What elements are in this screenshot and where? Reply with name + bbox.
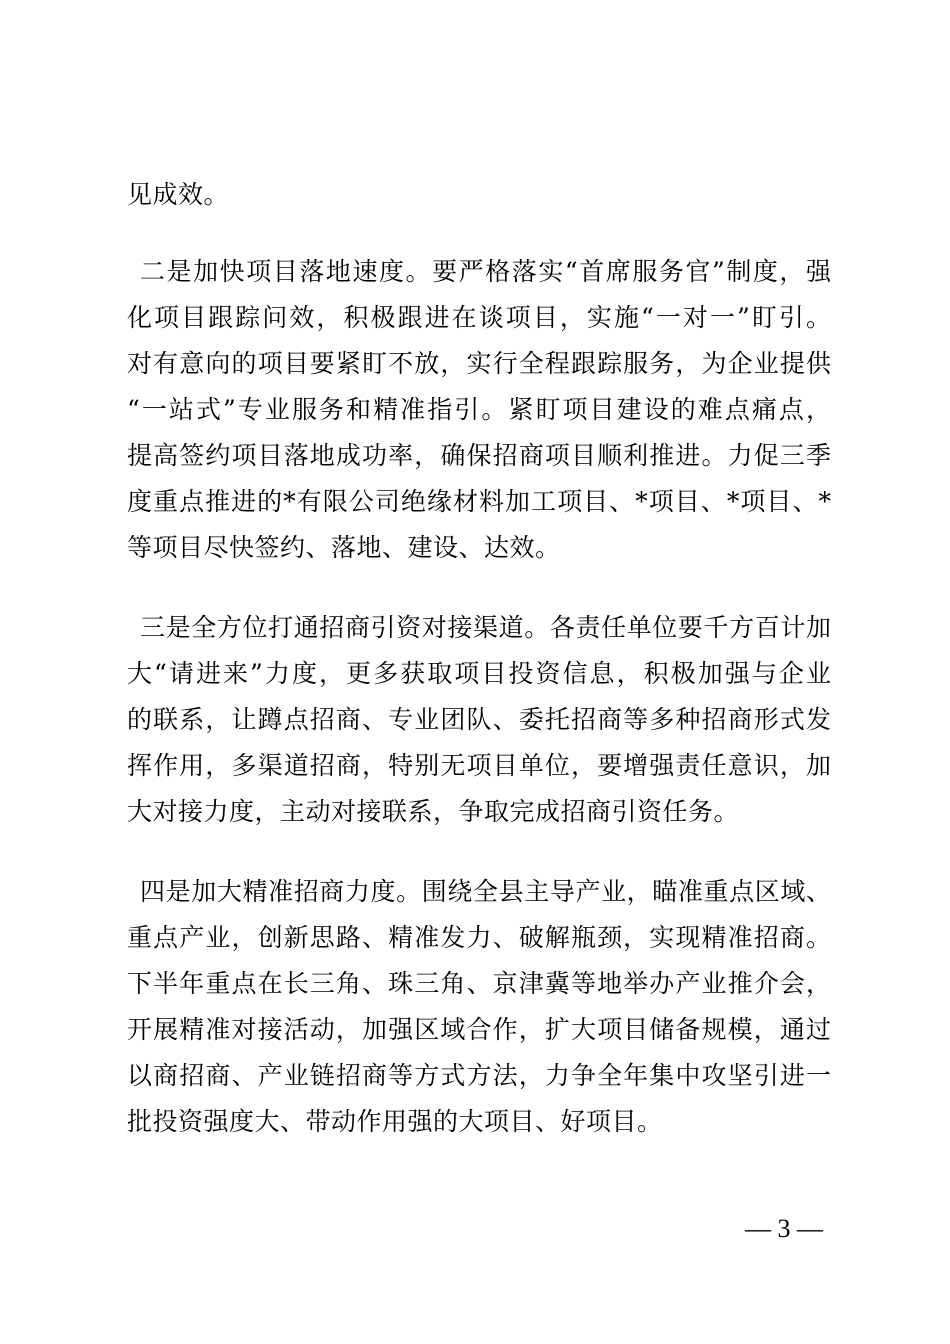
text-line: 批投资强度大、带动作用强的大项目、好项目。 — [127, 1107, 663, 1136]
text-line: 下半年重点在长三角、珠三角、京津冀等地举办产业推介会， — [127, 969, 831, 998]
text-line: “一站式”专业服务和精准指引。紧盯项目建设的难点痛点， — [127, 395, 831, 424]
text-line: 对有意向的项目要紧盯不放，实行全程跟踪服务，为企业提供 — [127, 349, 831, 378]
text-line: 四是加大精准招商力度。围绕全县主导产业，瞄准重点区域、 — [140, 877, 831, 906]
page-number: — 3 — — [745, 1214, 823, 1243]
text-line: 大“请进来”力度，更多获取项目投资信息，积极加强与企业 — [127, 659, 831, 688]
text-line: 以商招商、产业链招商等方式方法，力争全年集中攻坚引进一 — [127, 1061, 831, 1090]
text-line: 大对接力度，主动对接联系，争取完成招商引资任务。 — [127, 797, 740, 826]
text-line: 挥作用，多渠道招商，特别无项目单位，要增强责任意识，加 — [127, 751, 831, 780]
text-line: 化项目跟踪问效，积极跟进在谈项目，实施“一对一”盯引。 — [127, 303, 831, 332]
text-line: 见成效。 — [127, 180, 230, 209]
text-line: 的联系，让蹲点招商、专业团队、委托招商等多种招商形式发 — [127, 705, 831, 734]
text-line: 度重点推进的*有限公司绝缘材料加工项目、*项目、*项目、* — [127, 487, 831, 516]
text-line: 二是加快项目落地速度。要严格落实“首席服务官”制度，强 — [140, 257, 831, 286]
text-line: 三是全方位打通招商引资对接渠道。各责任单位要千方百计加 — [140, 613, 831, 642]
text-line: 提高签约项目落地成功率，确保招商项目顺利推进。力促三季 — [127, 441, 831, 470]
text-line: 重点产业，创新思路、精准发力、破解瓶颈，实现精准招商。 — [127, 923, 831, 952]
text-line: 等项目尽快签约、落地、建设、达效。 — [127, 533, 561, 562]
text-line: 开展精准对接活动，加强区域合作，扩大项目储备规模，通过 — [127, 1015, 831, 1044]
